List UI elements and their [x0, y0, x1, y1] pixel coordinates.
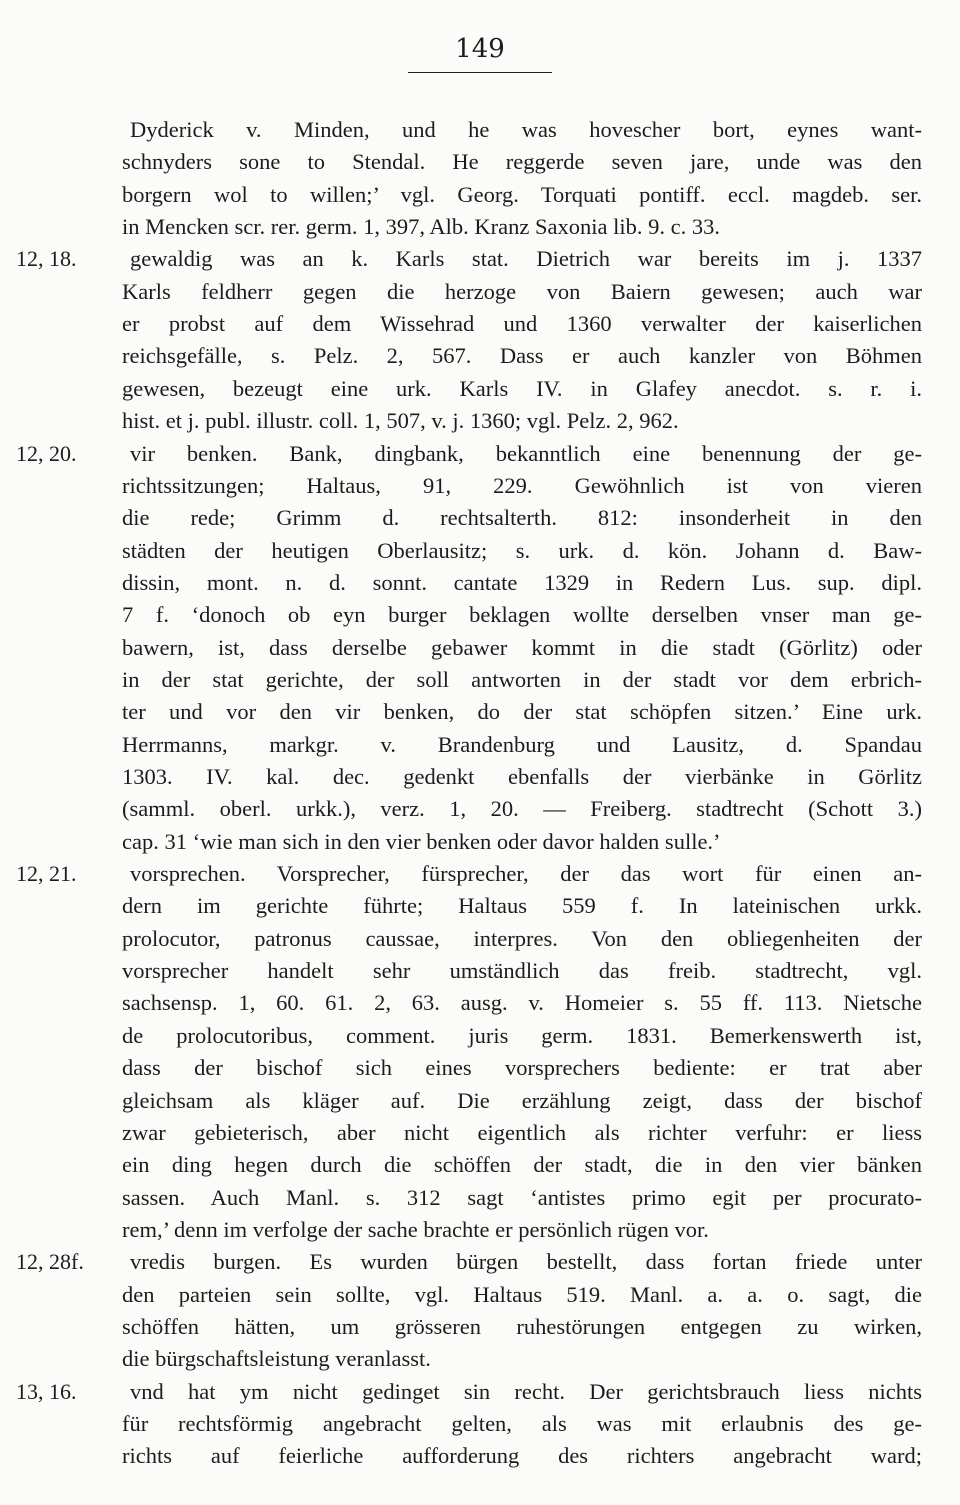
line-text: schöffen hätten, um grösseren ruhestörungen entgegen zu wirken, [122, 1313, 922, 1339]
text-line [0, 696, 960, 728]
text-line [0, 1246, 960, 1278]
text-line [0, 1311, 960, 1343]
text-line [0, 1085, 960, 1117]
text-line [0, 1214, 960, 1246]
line-text: sassen. Auch Manl. s. 312 sagt ‘antistes primo egit per procurato- [122, 1184, 922, 1210]
text-line [0, 1182, 960, 1214]
line-text: hist. et j. publ. illustr. coll. 1, 507, v. j. 1360; vgl. Pelz. 2, 962. [122, 408, 679, 434]
text-line [0, 955, 960, 987]
text-line [0, 664, 960, 696]
line-text: vorsprechen. Vorsprecher, fürsprecher, der das wort für einen an- [130, 861, 922, 887]
text-line [0, 1408, 960, 1440]
text-line [0, 632, 960, 664]
text-line [0, 858, 960, 890]
text-line [0, 729, 960, 761]
text-line [0, 1376, 960, 1408]
line-text: Herrmanns, markgr. v. Brandenburg und Lausitz, d. Spandau [122, 731, 922, 757]
line-text: schnyders sone to Stendal. He reggerde seven jare, unde was den [122, 149, 922, 175]
line-text: vorsprecher handelt sehr umständlich das freib. stadtrecht, vgl. [122, 958, 922, 984]
text-line [0, 599, 960, 631]
line-text: (samml. oberl. urkk.), verz. 1, 20. — Freiberg. stadtrecht (Schott 3.) [122, 796, 922, 822]
text-line [0, 1343, 960, 1375]
line-text: städten der heutigen Oberlausitz; s. urk. d. kön. Johann d. Baw- [122, 537, 922, 563]
line-text: die rede; Grimm d. rechtsalterth. 812: insonderheit in den [122, 505, 922, 531]
line-text: er probst auf dem Wissehrad und 1360 verwalter der kaiserlichen [122, 311, 922, 337]
line-text: borgern wol to willen;’ vgl. Georg. Torquati pontiff. eccl. magdeb. ser. [122, 181, 922, 207]
text-line [0, 793, 960, 825]
line-text: vnd hat ym nicht gedinget sin recht. Der gerichtsbrauch liess nichts [130, 1378, 922, 1404]
line-text: vir benken. Bank, dingbank, bekanntlich eine benennung der ge- [130, 440, 922, 466]
text-line [0, 438, 960, 470]
line-text: den parteien sein sollte, vgl. Haltaus 519. Manl. a. a. o. sagt, die [122, 1281, 922, 1307]
line-text: richtssitzungen; Haltaus, 91, 229. Gewöhnlich ist von vieren [122, 472, 922, 498]
line-text: gewesen, bezeugt eine urk. Karls IV. in Glafey anecdot. s. r. i. [122, 375, 922, 401]
text-line [0, 373, 960, 405]
text-line [0, 211, 960, 243]
line-text: richts auf feierliche aufforderung des richters angebracht ward; [122, 1443, 922, 1469]
text-line [0, 179, 960, 211]
text-line [0, 826, 960, 858]
text-line [0, 1052, 960, 1084]
line-reference: 12, 21. [16, 861, 77, 887]
line-text: zwar gebieterisch, aber nicht eigentlich als richter verfuhr: er liess [122, 1119, 922, 1145]
line-text: ein ding hegen durch die schöffen der stadt, die in den vier bänken [122, 1152, 922, 1178]
line-text: 7 f. ‘donoch ob eyn burger beklagen wollte derselben vnser man ge- [122, 602, 922, 628]
text-line [0, 890, 960, 922]
text-line [0, 405, 960, 437]
line-text: Dyderick v. Minden, und he was hovescher bort, eynes want- [130, 117, 922, 142]
line-text: in Mencken scr. rer. germ. 1, 397, Alb. Kranz Saxonia lib. 9. c. 33. [122, 214, 720, 240]
text-line [0, 1020, 960, 1052]
line-text: für rechtsförmig angebracht gelten, als was mit erlaubnis des ge- [122, 1411, 922, 1436]
line-text: vredis burgen. Es wurden bürgen bestellt, dass fortan friede unter [130, 1249, 922, 1275]
text-line [0, 1279, 960, 1311]
line-text: ter und vor den vir benken, do der stat schöpfen sitzen.’ Eine urk. [122, 699, 922, 725]
text-line [0, 1117, 960, 1149]
text-line [0, 567, 960, 599]
line-text: in der stat gerichte, der soll antworten in der stadt vor dem erbrich- [122, 666, 922, 692]
text-line [0, 114, 960, 146]
line-text: de prolocutoribus, comment. juris germ. 1831. Bemerkenswerth ist, [122, 1022, 922, 1048]
text-line [0, 470, 960, 502]
line-text: gewaldig was an k. Karls stat. Dietrich war bereits im j. 1337 [130, 246, 922, 272]
line-text: gleichsam als kläger auf. Die erzählung zeigt, dass der bischof [122, 1087, 922, 1113]
text-line [0, 987, 960, 1019]
text-line [0, 502, 960, 534]
page-number: 149 [455, 34, 505, 64]
line-text: dern im gerichte führte; Haltaus 559 f. In lateinischen urkk. [122, 893, 922, 919]
line-text: die bürgschaftsleistung veranlasst. [122, 1346, 431, 1372]
text-line [0, 243, 960, 275]
text-line [0, 340, 960, 372]
line-text: dissin, mont. n. d. sonnt. cantate 1329 in Redern Lus. sup. dipl. [122, 569, 922, 595]
text-line [0, 276, 960, 308]
line-text: cap. 31 ‘wie man sich in den vier benken oder davor halden sulle.’ [122, 828, 721, 854]
line-text: prolocutor, patronus caussae, interpres. Von den obliegenheiten der [122, 925, 922, 951]
text-line [0, 146, 960, 178]
line-text: reichsgefälle, s. Pelz. 2, 567. Dass er auch kanzler von Böhmen [122, 343, 922, 369]
line-text: sachsensp. 1, 60. 61. 2, 63. ausg. v. Homeier s. 55 ff. 113. Nietsche [122, 990, 922, 1016]
line-reference: 13, 16. [16, 1378, 77, 1404]
text-line [0, 1149, 960, 1181]
line-text: 1303. IV. kal. dec. gedenkt ebenfalls der vierbänke in Görlitz [122, 764, 922, 789]
text-line [0, 761, 960, 793]
line-text: Karls feldherr gegen die herzoge von Baiern gewesen; auch war [122, 278, 922, 304]
line-text: bawern, ist, dass derselbe gebawer kommt in die stadt (Görlitz) oder [122, 634, 922, 660]
text-line [0, 923, 960, 955]
text-line [0, 308, 960, 340]
line-reference: 12, 28f. [16, 1249, 84, 1275]
text-line [0, 535, 960, 567]
line-reference: 12, 20. [16, 440, 77, 466]
line-text: rem,’ denn im verfolge der sache brachte er persönlich rügen vor. [122, 1216, 709, 1242]
line-reference: 12, 18. [16, 246, 77, 272]
text-line [0, 1440, 960, 1472]
line-text: dass der bischof sich eines vorsprechers bediente: er trat aber [122, 1055, 922, 1081]
